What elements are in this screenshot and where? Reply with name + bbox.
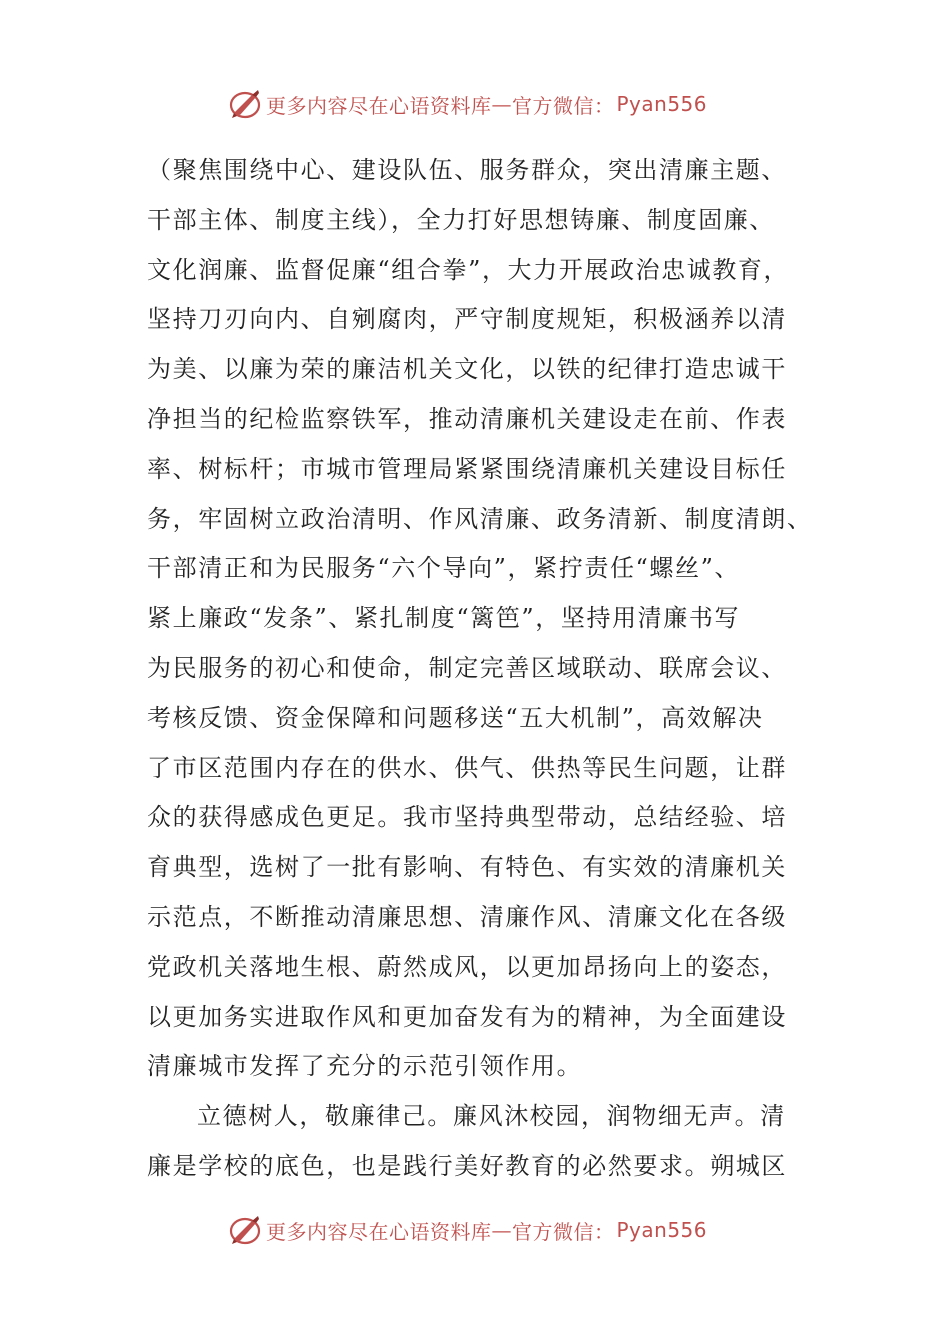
watermark-wechat-id: Pyan556 xyxy=(616,92,708,116)
text-line: 育典型，选树了一批有影响、有特色、有实效的清廉机关 xyxy=(147,853,787,882)
text-line: 坚持刀刃向内、自剜腐肉，严守制度规矩，积极涵养以清 xyxy=(147,305,787,334)
footer-watermark xyxy=(228,1212,748,1248)
text-line: 务，牢固树立政治清明、作风清廉、政务清新、制度清朗、 xyxy=(147,504,813,533)
body-text xyxy=(147,146,813,1192)
text-line: 率、树标杆；市城市管理局紧紧围绕清廉机关建设目标任 xyxy=(147,454,787,483)
text-line-paragraph-start: 立德树人，敬廉律己。廉风沐校园，润物细无声。清 xyxy=(197,1102,786,1131)
pen-logo-icon xyxy=(228,1213,262,1247)
text-line: 清廉城市发挥了充分的示范引领作用。 xyxy=(147,1052,583,1081)
text-line: 干部主体、制度主线），全力打好思想铸廉、制度固廉、 xyxy=(147,205,775,234)
watermark-main-text: 更多内容尽在心语资料库 xyxy=(266,93,492,118)
text-line: 紧上廉政“发条”、紧扎制度“篱笆”，坚持用清廉书写 xyxy=(147,604,741,633)
text-line: 示范点，不断推动清廉思想、清廉作风、清廉文化在各级 xyxy=(147,902,787,931)
pen-logo-icon xyxy=(228,87,262,121)
watermark-wechat-id: Pyan556 xyxy=(616,1218,708,1242)
text-line: 党政机关落地生根、蔚然成风，以更加昂扬向上的姿态， xyxy=(147,952,787,981)
watermark-dash: — xyxy=(491,1218,512,1242)
watermark-dash: — xyxy=(491,92,512,116)
text-line: 为美、以廉为荣的廉洁机关文化，以铁的纪律打造忠诚干 xyxy=(147,355,787,384)
text-line: 以更加务实进取作风和更加奋发有为的精神，为全面建设 xyxy=(147,1002,787,1031)
text-line: 众的获得感成色更足。我市坚持典型带动，总结经验、培 xyxy=(147,803,787,832)
text-line: 干部清正和为民服务“六个导向”，紧拧责任“螺丝”、 xyxy=(147,554,741,583)
text-line: 考核反馈、资金保障和问题移送“五大机制”，高效解决 xyxy=(147,703,764,732)
text-line: 文化润廉、监督促廉“组合拳”，大力开展政治忠诚教育， xyxy=(147,255,790,284)
header-watermark xyxy=(228,86,748,122)
watermark-official-label: 官方微信： xyxy=(512,93,615,118)
watermark-main-text: 更多内容尽在心语资料库 xyxy=(266,1219,492,1244)
text-line: 廉是学校的底色，也是践行美好教育的必然要求。朔城区 xyxy=(147,1151,787,1180)
text-line: 了市区范围内存在的供水、供气、供热等民生问题，让群 xyxy=(147,753,787,782)
text-line: 净担当的纪检监察铁军，推动清廉机关建设走在前、作表 xyxy=(147,404,787,433)
text-line: 为民服务的初心和使命，制定完善区域联动、联席会议、 xyxy=(147,653,787,682)
text-line: （聚焦围绕中心、建设队伍、服务群众，突出清廉主题、 xyxy=(147,156,787,184)
watermark-official-label: 官方微信： xyxy=(512,1219,615,1244)
